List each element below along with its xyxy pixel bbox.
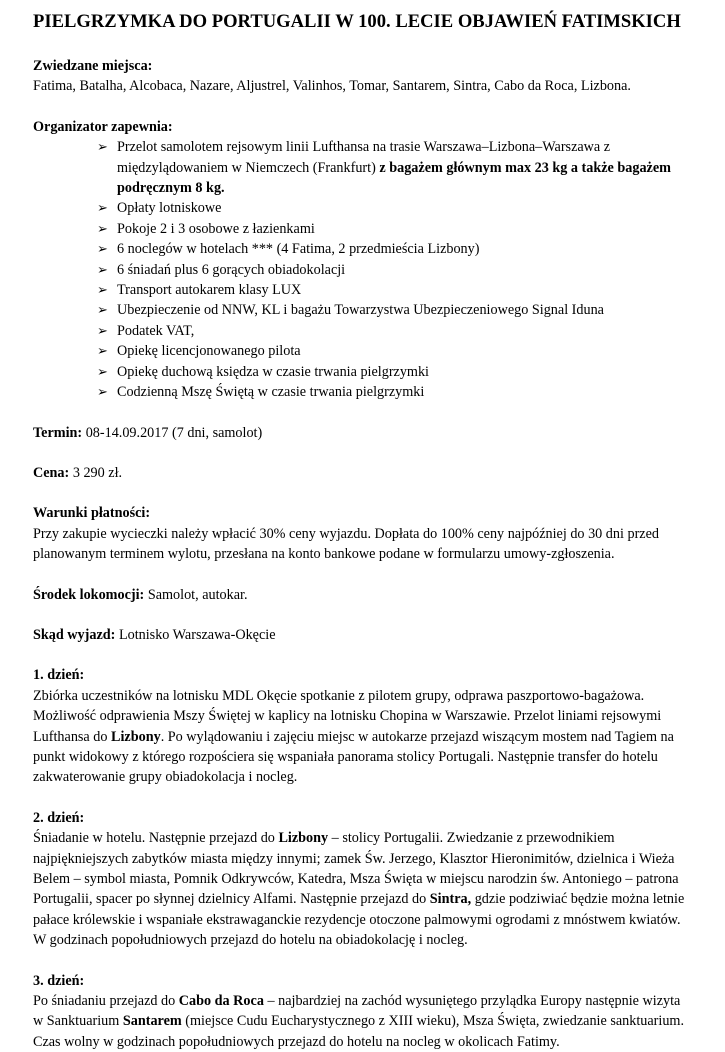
list-item <box>85 362 691 382</box>
list-item <box>85 198 691 218</box>
list-item <box>85 300 691 320</box>
departure-value: Lotnisko Warszawa-Okęcie <box>115 626 276 643</box>
day2-bold-sintra: Sintra, <box>429 891 472 908</box>
list-item-text: Opiekę duchową księdza w czasie trwania pielgrzymki <box>117 363 430 380</box>
day3-text-part: Po śniadaniu przejazd do <box>33 993 179 1010</box>
list-item <box>85 260 691 280</box>
term-value: 08-14.09.2017 (7 dni, samolot) <box>82 424 263 441</box>
term-section <box>33 423 691 443</box>
list-item-text: 6 noclegów w hotelach *** (4 Fatima, 2 przedmieścia Lizbony) <box>117 241 480 258</box>
price-label: Cena: <box>33 464 70 481</box>
arrow-bullet-icon: ➢ <box>97 302 108 318</box>
payment-text: Przy zakupie wycieczki należy wpłacić 30% ceny wyjazdu. Dopłata do 100% ceny najpóźniej do 30 dni przed planowanym terminem wylotu, przesłana na konto bankowe podane w formularzu umowy-zgłoszenia. <box>33 525 659 563</box>
list-item-text: 6 śniadań plus 6 gorących obiadokolacji <box>117 261 346 278</box>
list-item-text: Codzienną Mszę Świętą w czasie trwania pielgrzymki <box>117 384 425 401</box>
day1-label: 1. dzień: <box>33 667 85 684</box>
day2-bold-lizbony: Lizbony <box>278 830 329 847</box>
day3-text <box>33 991 691 1052</box>
places-text: Fatima, Batalha, Alcobaca, Nazare, Aljustrel, Valinhos, Tomar, Santarem, Sintra, Cabo da Roca, Lizbona. <box>33 78 631 95</box>
payment-label: Warunki płatności: <box>33 505 151 522</box>
list-item <box>85 321 691 341</box>
day3-text-part: (miejsce Cudu Eucharystycznego z XIII wieku), Msza Święta, zwiedzanie sanktuarium. Czas wolny w godzinach popołudniowych przejazd do hotelu na nocleg w okolicach Fatimy. <box>33 1013 685 1050</box>
day2-text-part: gdzie podziwiać będzie można letnie pałace królewskie i wspaniałe ekstrawaganckie rezydencje otoczone palmowymi ogrodami z mnóstwem kwiatów. W godzinach popołudniowych przejazd do hotelu na obiadokolację i nocleg. <box>33 891 685 949</box>
arrow-bullet-icon: ➢ <box>97 384 108 400</box>
list-item-text: Opiekę licencjonowanego pilota <box>117 343 301 360</box>
day2-label: 2. dzień: <box>33 809 85 826</box>
list-item <box>85 137 691 198</box>
list-item-text: Podatek VAT, <box>117 322 195 339</box>
arrow-bullet-icon: ➢ <box>97 139 108 155</box>
day3-section <box>33 971 691 1052</box>
transport-value: Samolot, autokar. <box>144 586 248 603</box>
list-item <box>85 219 691 239</box>
arrow-bullet-icon: ➢ <box>97 322 108 338</box>
day2-text-part: – stolicy Portugalii. Zwiedzanie z przewodnikiem najpiękniejszych zabytków miasta między innymi; zamek Św. Jerzego, Klasztor Hieronimitów, dzielnica i Wieża Belem – symbol miasta, Pomnik Odkrywców, Katedra, Msza Święta w miejscu narodzin św. Antoniego – patrona Portugalii, spacer po słynnej dzielnicy Alfami. Następnie przejazd do <box>33 830 679 908</box>
list-item-text: Transport autokarem klasy LUX <box>117 282 302 299</box>
organizer-list <box>33 137 691 402</box>
list-item <box>85 341 691 361</box>
day1-text-part: . Po wylądowaniu i zajęciu miejsc w autokarze przejazd wiszącym mostem nad Tagiem na punkt widokowy z którego rozpościera się wspaniała panorama stolicy Portugali. Następnie transfer do hotelu zakwaterowanie grupy obiadokolacja i nocleg. <box>33 728 674 786</box>
list-item-text: Pokoje 2 i 3 osobowe z łazienkami <box>117 220 315 237</box>
day3-label: 3. dzień: <box>33 972 85 989</box>
departure-label: Skąd wyjazd: <box>33 626 116 643</box>
arrow-bullet-icon: ➢ <box>97 241 108 257</box>
transport-section <box>33 585 691 605</box>
list-item <box>85 382 691 402</box>
transport-label: Środek lokomocji: <box>33 586 145 603</box>
flight-text: Przelot samolotem rejsowym linii Lufthansa na trasie Warszawa–Lizbona–Warszawa z międzylądowaniem w Niemczech (Frankfurt) <box>117 139 611 176</box>
arrow-bullet-icon: ➢ <box>97 343 108 359</box>
places-section <box>33 56 691 97</box>
day3-bold-cabo-da-roca: Cabo da Roca <box>178 993 264 1010</box>
day3-text-part: – najbardziej na zachód wysuniętego przylądka Europy następnie wizyta w Sanktuarium <box>33 993 681 1030</box>
list-item <box>85 239 691 259</box>
arrow-bullet-icon: ➢ <box>97 282 108 298</box>
day1-bold-lizbony: Lizbony <box>111 728 161 745</box>
places-label: Zwiedzane miejsca: <box>33 58 153 74</box>
day2-section <box>33 808 691 951</box>
baggage-text: z bagażem głównym max 23 kg a także bagażem podręcznym 8 kg. <box>117 159 671 197</box>
day3-bold-santarem: Santarem <box>122 1013 182 1030</box>
day1-text <box>33 686 691 788</box>
organizer-section <box>33 117 691 403</box>
departure-section <box>33 625 691 645</box>
arrow-bullet-icon: ➢ <box>97 200 108 216</box>
day2-text-part: Śniadanie w hotelu. Następnie przejazd do <box>33 830 279 847</box>
day1-text-part: Zbiórka uczestników na lotnisku MDL Okęcie spotkanie z pilotem grupy, odprawa paszportowo-bagażowa. Możliwość odprawienia Mszy Świętej w kaplicy na lotnisku Chopina w Warszawie. Przelot liniami rejsowymi Lufthansa do <box>33 687 662 745</box>
price-value: 3 290 zł. <box>69 464 123 481</box>
payment-section <box>33 503 691 564</box>
list-item-text: Ubezpieczenie od NNW, KL i bagażu Towarzystwa Ubezpieczeniowego Signal Iduna <box>117 302 604 319</box>
arrow-bullet-icon: ➢ <box>97 363 108 379</box>
list-item <box>85 280 691 300</box>
day2-text <box>33 828 691 950</box>
page-title: PIELGRZYMKA DO PORTUGALII W 100. LECIE OBJAWIEŃ FATIMSKICH <box>33 11 681 32</box>
day1-section <box>33 665 691 787</box>
price-section <box>33 463 691 483</box>
list-item-text: Opłaty lotniskowe <box>117 200 222 217</box>
arrow-bullet-icon: ➢ <box>97 261 108 277</box>
arrow-bullet-icon: ➢ <box>97 220 108 236</box>
term-label: Termin: <box>33 424 83 441</box>
organizer-label: Organizator zapewnia: <box>33 118 173 135</box>
